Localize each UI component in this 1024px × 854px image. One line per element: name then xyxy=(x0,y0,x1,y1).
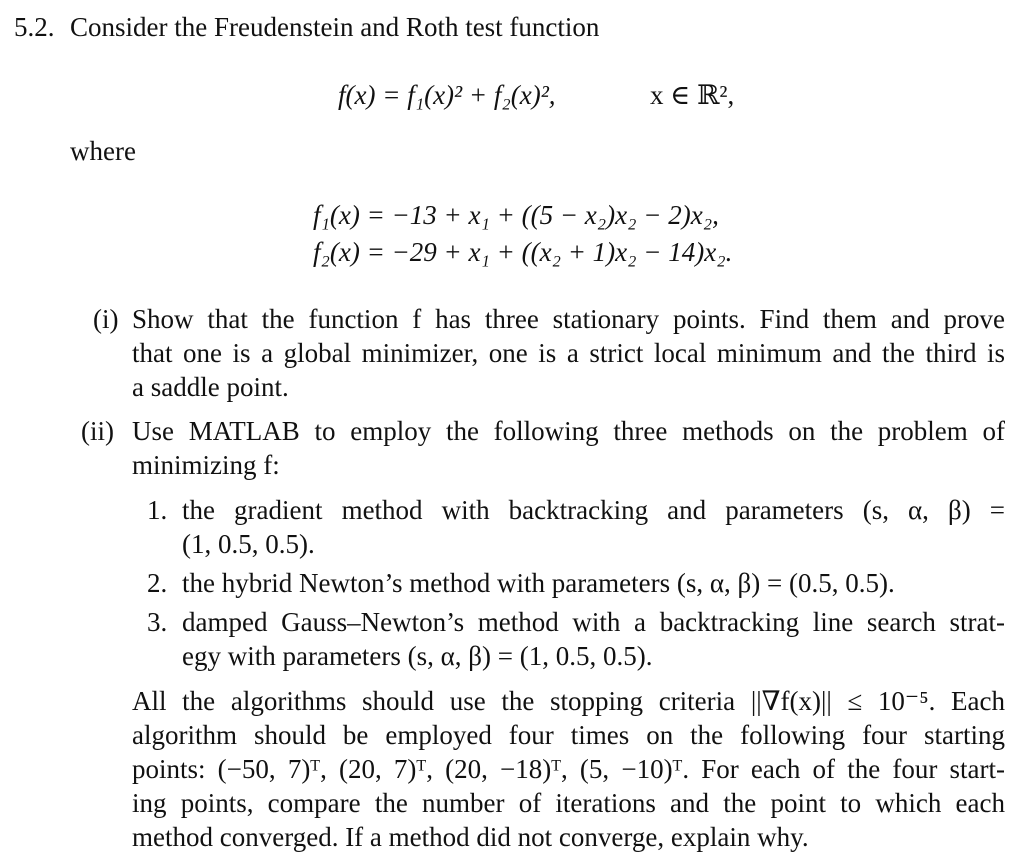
equation-f2: f₂(x) = −29 + x₁ + ((x₂ + 1)x₂ − 14)x₂. xyxy=(313,237,733,267)
closing-line-3: points: (−50, 7)ᵀ, (20, 7)ᵀ, (20, −18)ᵀ, (5, −10)ᵀ. For each of the four start- xyxy=(132,754,1005,784)
closing-line-1: All the algorithms should use the stopping criteria ||∇f(x)|| ≤ 10⁻⁵. Each xyxy=(132,686,1005,716)
problem-title: Consider the Freudenstein and Roth test function xyxy=(70,12,600,42)
method-1-line-2: (1, 0.5, 0.5). xyxy=(182,529,315,559)
part-i-line-3: a saddle point. xyxy=(132,372,289,402)
problem-number: 5.2. xyxy=(14,12,55,42)
part-i-label: (i) xyxy=(93,304,119,334)
part-i-line-1: Show that the function f has three stationary points. Find them and prove xyxy=(132,304,1005,334)
method-3-line-1: damped Gauss–Newton’s method with a backtracking line search strat- xyxy=(182,607,1005,637)
method-3-line-2: egy with parameters (s, α, β) = (1, 0.5, 0.5). xyxy=(182,641,653,671)
part-i-line-2: that one is a global minimizer, one is a strict local minimum and the third is xyxy=(132,338,1005,368)
equation-f1: f₁(x) = −13 + x₁ + ((5 − x₂)x₂ − 2)x₂, xyxy=(313,200,719,230)
method-3-number: 3. xyxy=(147,607,168,637)
closing-line-5: method converged. If a method did not converge, explain why. xyxy=(132,822,809,852)
part-ii-line-1: Use MATLAB to employ the following three methods on the problem of xyxy=(132,416,1005,446)
closing-line-4: ing points, compare the number of iterations and the point to which each xyxy=(132,788,1005,818)
part-ii-label: (ii) xyxy=(81,416,114,446)
where-label: where xyxy=(70,136,136,166)
part-ii-line-2: minimizing f: xyxy=(132,450,280,480)
domain-statement: x ∈ ℝ², xyxy=(650,80,735,110)
method-2-number: 2. xyxy=(147,568,168,598)
main-equation: f(x) = f₁(x)² + f₂(x)², xyxy=(338,80,556,110)
method-2-line-1: the hybrid Newton’s method with parameters (s, α, β) = (0.5, 0.5). xyxy=(182,568,895,598)
closing-line-2: algorithm should be employed four times on the following four starting xyxy=(132,720,1005,750)
method-1-number: 1. xyxy=(147,495,168,525)
method-1-line-1: the gradient method with backtracking and parameters (s, α, β) = xyxy=(182,495,1005,525)
